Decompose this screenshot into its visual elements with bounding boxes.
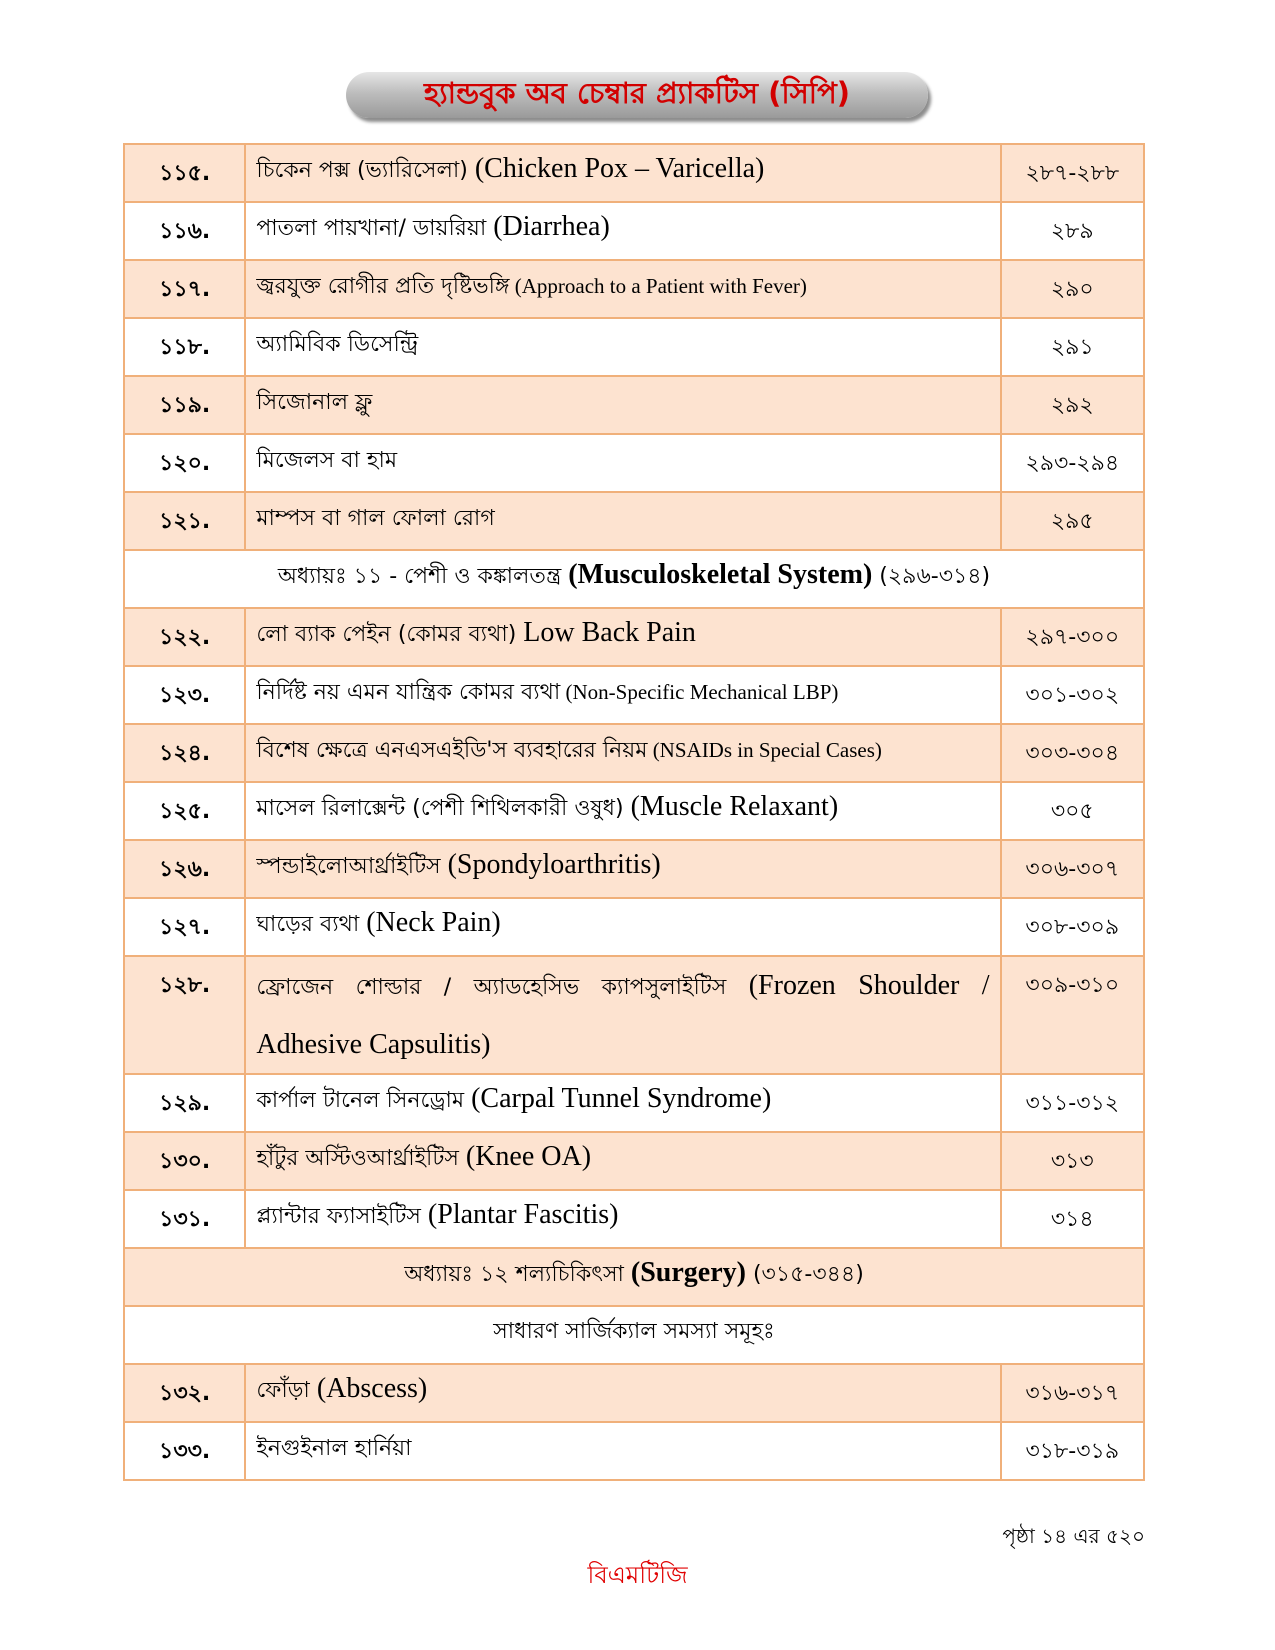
entry-pages: ২৯৩-২৯৪	[1001, 434, 1144, 492]
table-row	[124, 956, 1144, 1074]
entry-number: ১২৭.	[124, 898, 245, 956]
contents-table	[123, 143, 1145, 1481]
footer-brand: বিএমটিজি	[587, 1561, 688, 1589]
table-row	[124, 260, 1144, 318]
header-banner	[346, 72, 928, 118]
entry-number: ১২৯.	[124, 1074, 245, 1132]
table-row	[124, 608, 1144, 666]
entry-title: লো ব্যাক পেইন (কোমর ব্যথা) Low Back Pain	[245, 608, 1000, 666]
entry-title: মাসেল রিলাক্সেন্ট (পেশী শিথিলকারী ওষুধ) (Muscle Relaxant)	[245, 782, 1000, 840]
entry-pages: ২৮৯	[1001, 202, 1144, 260]
entry-title: ঘাড়ের ব্যথা (Neck Pain)	[245, 898, 1000, 956]
entry-pages: ২৯২	[1001, 376, 1144, 434]
entry-title: প্ল্যান্টার ফ্যাসাইটিস (Plantar Fascitis)	[245, 1190, 1000, 1248]
table-row	[124, 840, 1144, 898]
entry-title: ইনগুইনাল হার্নিয়া	[245, 1422, 1000, 1480]
chapter-11-heading: অধ্যায়ঃ ১১ - পেশী ও কঙ্কালতন্ত্র (Musculoskeletal System) (২৯৬-৩১৪)	[124, 550, 1144, 608]
entry-pages: ২৯৭-৩০০	[1001, 608, 1144, 666]
entry-title: নির্দিষ্ট নয় এমন যান্ত্রিক কোমর ব্যথা (Non-Specific Mechanical LBP)	[245, 666, 1000, 724]
entry-title: হাঁটুর অস্টিওআর্থ্রাইটিস (Knee OA)	[245, 1132, 1000, 1190]
table-row	[124, 782, 1144, 840]
entry-pages: ২৮৭-২৮৮	[1001, 144, 1144, 202]
entry-number: ১১৮.	[124, 318, 245, 376]
handbook-title: হ্যান্ডবুক অব চেম্বার প্র্যাকটিস (সিপি)	[423, 75, 851, 110]
page-number: পৃষ্ঠা ১৪ এর ৫২০	[1002, 1524, 1145, 1548]
entry-title: স্পন্ডাইলোআর্থ্রাইটিস (Spondyloarthritis)	[245, 840, 1000, 898]
table-row	[124, 1422, 1144, 1480]
entry-title: সিজোনাল ফ্লু	[245, 376, 1000, 434]
entry-title: ফোঁড়া (Abscess)	[245, 1364, 1000, 1422]
entry-number: ১২৮.	[124, 956, 245, 1074]
entry-pages: ২৯১	[1001, 318, 1144, 376]
entry-number: ১৩৩.	[124, 1422, 245, 1480]
subheading-row	[124, 1306, 1144, 1364]
entry-title: অ্যামিবিক ডিসেন্ট্রি	[245, 318, 1000, 376]
entry-pages: ৩১৪	[1001, 1190, 1144, 1248]
entry-number: ১৩১.	[124, 1190, 245, 1248]
entry-title: ফ্রোজেন শোল্ডার / অ্যাডহেসিভ ক্যাপসুলাইটিস (Frozen Shoulder / Adhesive Capsulitis)	[245, 956, 1000, 1074]
entry-pages: ৩১৬-৩১৭	[1001, 1364, 1144, 1422]
section-subheading: সাধারণ সার্জিক্যাল সমস্যা সমূহঃ	[124, 1306, 1144, 1364]
table-row	[124, 318, 1144, 376]
entry-number: ১৩২.	[124, 1364, 245, 1422]
table-row	[124, 1074, 1144, 1132]
table-row	[124, 376, 1144, 434]
entry-pages: ৩০৯-৩১০	[1001, 956, 1144, 1074]
entry-title: মিজেলস বা হাম	[245, 434, 1000, 492]
entry-pages: ৩১৩	[1001, 1132, 1144, 1190]
entry-pages: ৩১৮-৩১৯	[1001, 1422, 1144, 1480]
table-row	[124, 492, 1144, 550]
table-row	[124, 144, 1144, 202]
table-row	[124, 1364, 1144, 1422]
entry-pages: ৩০৮-৩০৯	[1001, 898, 1144, 956]
entry-pages: ৩০৬-৩০৭	[1001, 840, 1144, 898]
entry-title: মাম্পস বা গাল ফোলা রোগ	[245, 492, 1000, 550]
entry-title: কার্পাল টানেল সিনড্রোম (Carpal Tunnel Syndrome)	[245, 1074, 1000, 1132]
table-row	[124, 898, 1144, 956]
entry-title: জ্বরযুক্ত রোগীর প্রতি দৃষ্টিভঙ্গি (Approach to a Patient with Fever)	[245, 260, 1000, 318]
entry-number: ১১৯.	[124, 376, 245, 434]
entry-pages: ৩০৫	[1001, 782, 1144, 840]
entry-pages: ২৯৫	[1001, 492, 1144, 550]
entry-number: ১২১.	[124, 492, 245, 550]
entry-title: বিশেষ ক্ষেত্রে এনএসএইডি'স ব্যবহারের নিয়ম (NSAIDs in Special Cases)	[245, 724, 1000, 782]
entry-number: ১১৫.	[124, 144, 245, 202]
entry-number: ১২৪.	[124, 724, 245, 782]
table-row	[124, 724, 1144, 782]
entry-number: ১১৭.	[124, 260, 245, 318]
table-row	[124, 1132, 1144, 1190]
entry-pages: ৩০৩-৩০৪	[1001, 724, 1144, 782]
entry-pages: ৩০১-৩০২	[1001, 666, 1144, 724]
entry-number: ১৩০.	[124, 1132, 245, 1190]
entry-pages: ২৯০	[1001, 260, 1144, 318]
entry-number: ১২২.	[124, 608, 245, 666]
chapter-row	[124, 550, 1144, 608]
entry-number: ১১৬.	[124, 202, 245, 260]
entry-pages: ৩১১-৩১২	[1001, 1074, 1144, 1132]
chapter-12-heading: অধ্যায়ঃ ১২ শল্যচিকিৎসা (Surgery) (৩১৫-৩৪৪)	[124, 1248, 1144, 1306]
entry-number: ১২৬.	[124, 840, 245, 898]
entry-title: চিকেন পক্স (ভ্যারিসেলা) (Chicken Pox – Varicella)	[245, 144, 1000, 202]
entry-title: পাতলা পায়খানা/ ডায়রিয়া (Diarrhea)	[245, 202, 1000, 260]
entry-number: ১২০.	[124, 434, 245, 492]
chapter-row	[124, 1248, 1144, 1306]
entry-number: ১২৩.	[124, 666, 245, 724]
table-row	[124, 666, 1144, 724]
table-row	[124, 434, 1144, 492]
table-row	[124, 202, 1144, 260]
entry-number: ১২৫.	[124, 782, 245, 840]
table-row	[124, 1190, 1144, 1248]
